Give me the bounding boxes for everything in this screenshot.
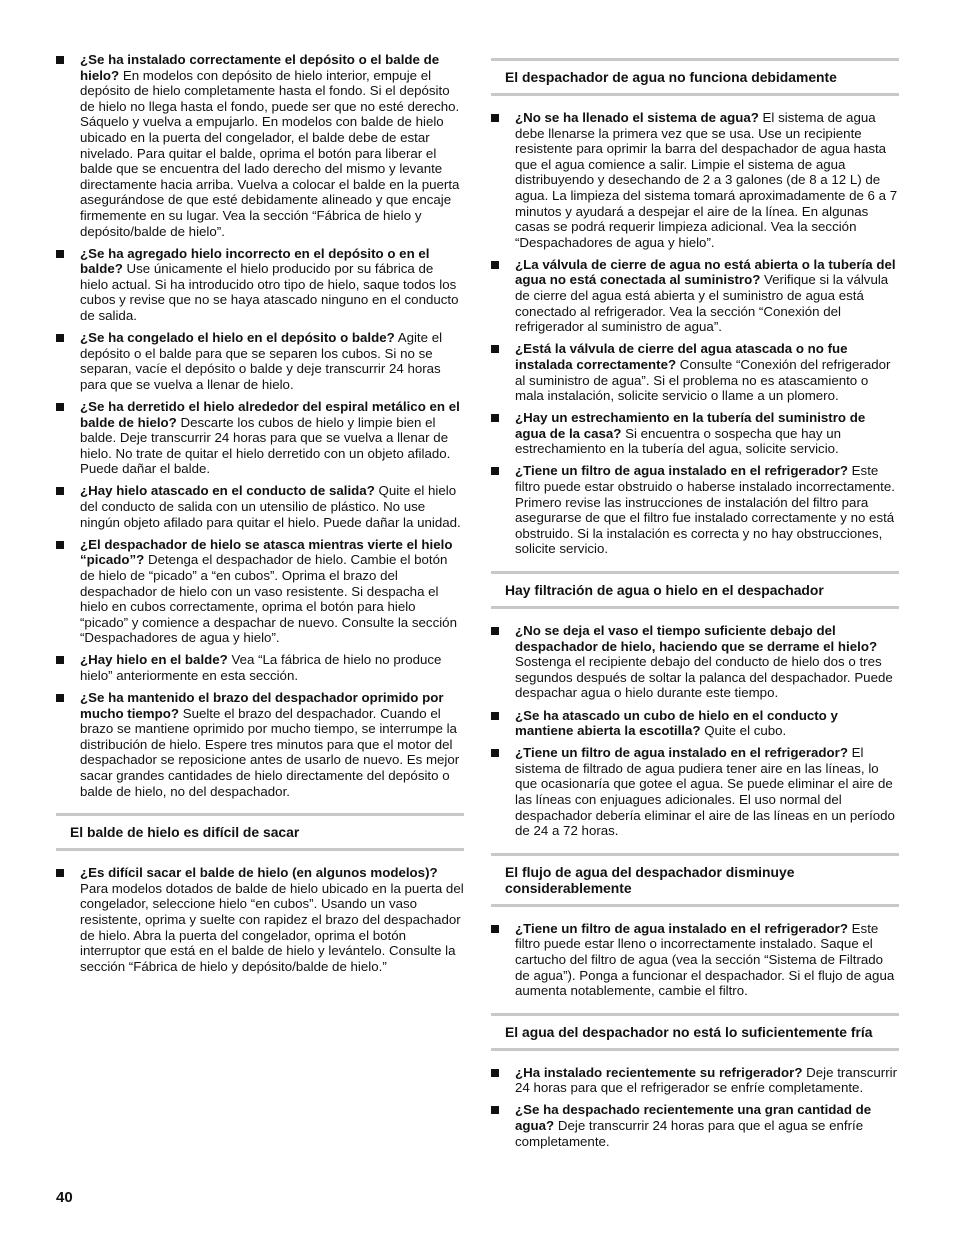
list-item: [491, 708, 899, 739]
answer: Deje transcurrir 24 horas para que el agua se enfríe completamente.: [515, 1118, 864, 1149]
question: ¿Tiene un filtro de agua instalado en el refrigerador?: [515, 920, 848, 936]
square-bullet-icon: [491, 261, 499, 269]
list-item: [491, 410, 899, 457]
list-item: [56, 52, 464, 239]
square-bullet-icon: [491, 627, 499, 635]
list-item: [491, 921, 899, 999]
square-bullet-icon: [56, 250, 64, 258]
square-bullet-icon: [491, 749, 499, 757]
section-heading: El balde de hielo es difícil de sacar: [56, 813, 464, 851]
question: ¿Se ha congelado el hielo en el depósito o balde?: [80, 330, 395, 346]
question: ¿No se ha llenado el sistema de agua?: [515, 110, 759, 125]
answer: Use únicamente el hielo producido por su fábrica de hielo actual. Si ha introducido otro tipo de hielo, saque todos los cubos y revise que no se haya atascado ninguno en el conducto de salida.: [80, 261, 459, 323]
list-item: [491, 745, 899, 839]
square-bullet-icon: [491, 1069, 499, 1077]
square-bullet-icon: [491, 467, 499, 475]
question: ¿Se ha atascado un cubo de hielo en el conducto y mantiene abierta la escotilla?: [515, 707, 838, 739]
list-item: [491, 341, 899, 403]
answer: Este filtro puede estar lleno o incorrectamente instalado. Saque el cartucho del filtro de agua (vea la sección “Sistema de Filtrado de agua”). Ponga a funcionar el despachador. Si el flujo de agua aumenta notablemente, cambie el filtro.: [515, 920, 895, 999]
list-item: [56, 330, 464, 392]
square-bullet-icon: [491, 1106, 499, 1114]
question: ¿Tiene un filtro de agua instalado en el refrigerador?: [515, 745, 848, 761]
answer: Si encuentra o sospecha que hay un estrechamiento en la tubería del agua, solicite servicio.: [515, 425, 841, 457]
list-item: [491, 1102, 899, 1149]
square-bullet-icon: [56, 869, 64, 877]
answer: Detenga el despachador de hielo. Cambie el botón de hielo de “picado” a “en cubos”. Oprima el brazo del despachador de hielo con un vaso resistente. Si despacha el hielo en cubos correctamente, oprima el botón para hielo “picado” y comience a despachar de nuevo. Consulte la sección “Despachadores de agua y hielo”.: [80, 552, 457, 646]
list-item: [491, 257, 899, 335]
square-bullet-icon: [491, 925, 499, 933]
square-bullet-icon: [56, 487, 64, 495]
answer: Quite el cubo.: [700, 723, 787, 739]
question: ¿Ha instalado recientemente su refrigerador?: [515, 1064, 803, 1080]
question: ¿La válvula de cierre de agua no está abierta o la tubería del agua no está conectada al suministro?: [515, 256, 896, 288]
section-heading: El despachador de agua no funciona debidamente: [491, 58, 899, 96]
list-item: [56, 399, 464, 477]
square-bullet-icon: [56, 56, 64, 64]
question: ¿Está la válvula de cierre del agua atascada o no fue instalada correctamente?: [515, 341, 848, 372]
square-bullet-icon: [491, 414, 499, 422]
question: ¿Tiene un filtro de agua instalado en el refrigerador?: [515, 463, 848, 479]
square-bullet-icon: [491, 712, 499, 720]
left-items: [56, 52, 464, 799]
answer: Descarte los cubos de hielo y limpie bien el balde. Deje transcurrir 24 horas para que se vuelva a llenar de hielo. No trate de quitar el hielo derretido con un objeto afilado. Puede dañar el balde.: [80, 414, 451, 477]
section-heading: El agua del despachador no está lo suficientemente fría: [491, 1013, 899, 1051]
square-bullet-icon: [491, 114, 499, 122]
question: ¿Se ha instalado correctamente el depósito o el balde de hielo?: [80, 52, 440, 83]
list-item: [56, 537, 464, 646]
square-bullet-icon: [56, 694, 64, 702]
section-heading: Hay filtración de agua o hielo en el despachador: [491, 571, 899, 609]
section-heading: El flujo de agua del despachador disminuye considerablemente: [491, 853, 899, 907]
list-item: [491, 623, 899, 701]
question: ¿El despachador de hielo se atasca mientras vierte el hielo “picado”?: [80, 536, 453, 568]
question: ¿Hay un estrechamiento en la tubería del suministro de agua de la casa?: [515, 410, 866, 441]
list-item: [491, 1065, 899, 1096]
answer: Agite el depósito o el balde para que se separen los cubos. Si no se separan, vacíe el depósito o balde y deje transcurrir 24 horas para que se vuelva a llenar de hielo.: [80, 330, 443, 392]
question: ¿Hay hielo atascado en el conducto de salida?: [80, 483, 375, 499]
page-number: 40: [56, 1189, 73, 1206]
list-item: [56, 246, 464, 324]
answer: El sistema de agua debe llenarse la primera vez que se usa. Use un recipiente resistente para oprimir la barra del despachador de agua hasta que el agua comience a salir. Limpie el sistema de agua distribuyendo y desechando de 2 a 3 galones (de 8 a 12 L) de agua. La limpieza del sistema tomará aproximadamente de 6 a 7 minutos y ayudará a despejar el aire de la línea. En algunas casas se podrá requerir limpieza adicional. Vea la sección “Despachadores de agua y hielo”.: [515, 110, 898, 250]
list-item: [56, 690, 464, 799]
answer: Vea “La fábrica de hielo no produce hielo” anteriormente en esta sección.: [80, 652, 442, 683]
left-column: [56, 52, 464, 981]
list-item: [491, 110, 899, 250]
answer: Sostenga el recipiente debajo del conducto de hielo dos o tres segundos después de soltar la palanca del despachador. Puede despachar agua o hielo durante este tiempo.: [515, 654, 893, 701]
answer: Para modelos dotados de balde de hielo ubicado en la puerta del congelador, seleccione hielo “en cubos”. Usando un vaso resistente, oprima y suelte con rapidez el brazo del despachador de hielo. Abra la puerta del congelador, oprima el botón interruptor que está en el balde de hielo y levántelo. Consulte la sección “Fábrica de hielo y depósito/balde de hielo.”: [80, 880, 464, 974]
answer: Quite el hielo del conducto de salida con un utensilio de plástico. No use ningún objeto afilado para quitar el hielo. Puede dañar la unidad.: [80, 483, 461, 530]
answer: El sistema de filtrado de agua pudiera tener aire en las líneas, lo que ocasionaría que gotee el agua. Se puede eliminar el aire de las líneas con enjuagues adicionales. El uso normal del despachador debería eliminar el aire de las líneas en un período de 24 a 72 horas.: [515, 745, 895, 839]
list-item: [491, 463, 899, 557]
square-bullet-icon: [56, 403, 64, 411]
question: ¿No se deja el vaso el tiempo suficiente debajo del despachador de hielo, haciendo que se derrame el hielo?: [515, 623, 878, 654]
question: ¿Se ha mantenido el brazo del despachador oprimido por mucho tiempo?: [80, 690, 444, 721]
answer: En modelos con depósito de hielo interior, empuje el depósito de hielo completamente hasta el fondo. Si el depósito de hielo no llega hasta el fondo, puede ser que no esté derecho. Sáquelo y vuelva a empujarlo. En modelos con balde de hielo ubicado en la puerta del congelador, el balde debe de estar nivelado. Para quitar el balde, oprima el botón para liberar el balde que se encuentra del lado derecho del mismo y levante directamente hacia arriba. Vuelva a colocar el balde en la puerta asegurándose de que esté debidamente alineado y que encaje firmemente en su lugar. Vea la sección “Fábrica de hielo y depósito/balde de hielo”.: [80, 67, 460, 239]
question: ¿Es difícil sacar el balde de hielo (en algunos modelos)?: [80, 865, 438, 881]
square-bullet-icon: [56, 656, 64, 664]
answer: Este filtro puede estar obstruido o haberse instalado incorrectamente. Primero revise las instrucciones de instalación del filtro para asegurarse de que el filtro fue instalado correctamente y no está obstruido. Si la instalación es correcta y no hay obstrucciones, solicite servicio.: [515, 463, 895, 557]
question: ¿Se ha despachado recientemente una gran cantidad de agua?: [515, 1102, 872, 1133]
answer: Consulte “Conexión del refrigerador al suministro de agua”. Si el problema no es atascamiento o mala instalación, solicite servicio o llame a un plomero.: [515, 356, 891, 404]
question: ¿Hay hielo en el balde?: [80, 652, 228, 668]
right-column: [491, 52, 899, 1156]
square-bullet-icon: [56, 334, 64, 342]
answer: Deje transcurrir 24 horas para que el refrigerador se enfríe completamente.: [515, 1064, 898, 1096]
square-bullet-icon: [491, 345, 499, 353]
square-bullet-icon: [56, 541, 64, 549]
question: ¿Se ha derretido el hielo alrededor del espiral metálico en el balde de hielo?: [80, 398, 460, 430]
answer: Verifique si la válvula de cierre del agua está abierta y el suministro de agua está conectado al refrigerador. Vea la sección “Conexión del refrigerador al suministro de agua”.: [515, 272, 889, 335]
question: ¿Se ha agregado hielo incorrecto en el depósito o en el balde?: [80, 245, 430, 277]
list-item: [56, 865, 464, 974]
list-item: [56, 652, 464, 683]
answer: Suelte el brazo del despachador. Cuando el brazo se mantiene oprimido por mucho tiempo, se interrumpe la distribución de hielo. Espere tres minutos para que el motor del despachador se reposicione antes de usarlo de nuevo. Es mejor sacar grandes cantidades de hielo directamente del depósito o balde de hielo, no del despachador.: [80, 705, 460, 799]
list-item: [56, 483, 464, 530]
